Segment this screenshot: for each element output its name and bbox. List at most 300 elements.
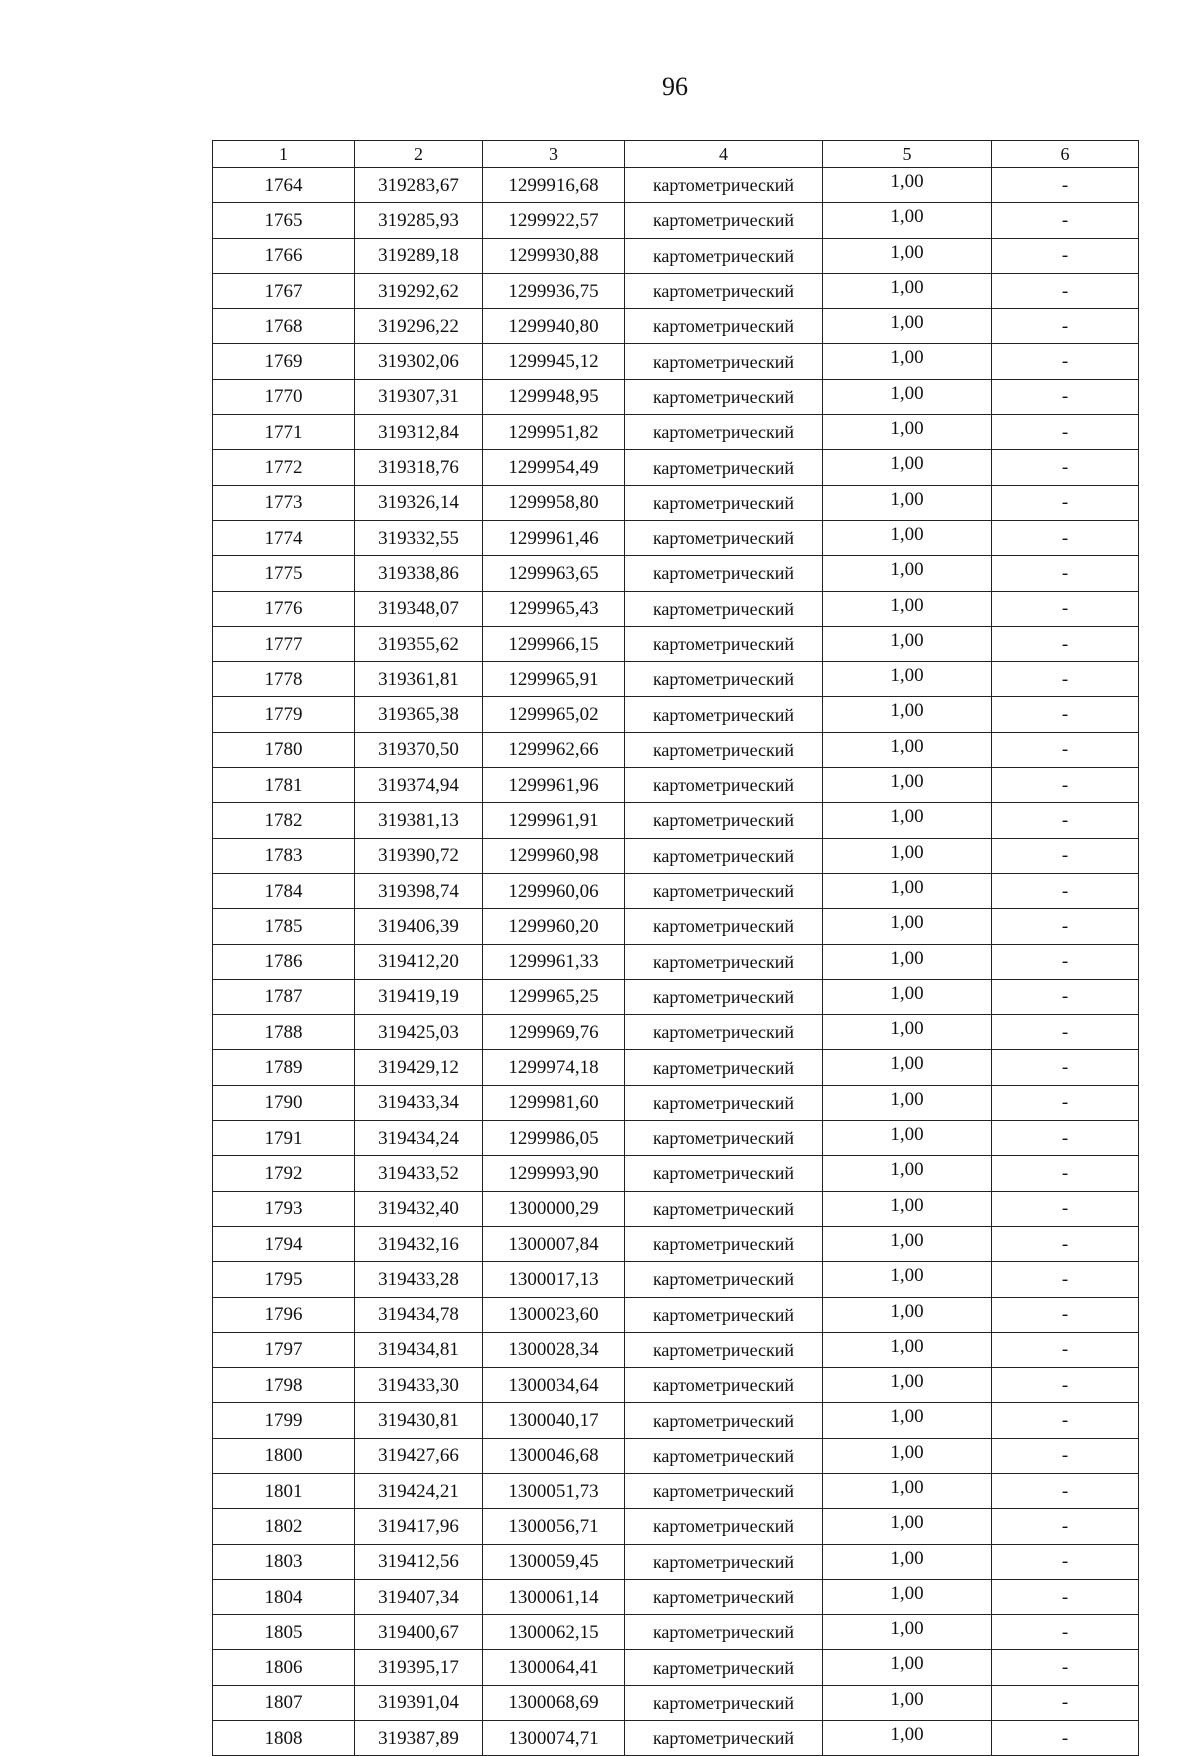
point-number-cell: 1773 [213, 485, 355, 520]
note-cell: - [992, 309, 1139, 344]
x-coordinate-cell: 319433,34 [355, 1085, 483, 1120]
method-cell: картометрический [625, 556, 823, 591]
table-row [213, 1579, 1139, 1614]
accuracy-cell: 1,00 [823, 1685, 992, 1720]
point-number-cell: 1770 [213, 379, 355, 414]
header-col-1: 1 [213, 141, 355, 168]
accuracy-cell: 1,00 [823, 1509, 992, 1544]
method-cell: картометрический [625, 1156, 823, 1191]
header-col-2: 2 [355, 141, 483, 168]
x-coordinate-cell: 319370,50 [355, 732, 483, 767]
table-row [213, 1226, 1139, 1261]
note-cell: - [992, 944, 1139, 979]
point-number-cell: 1790 [213, 1085, 355, 1120]
point-number-cell: 1798 [213, 1368, 355, 1403]
y-coordinate-cell: 1299981,60 [483, 1085, 625, 1120]
accuracy-cell: 1,00 [823, 1721, 992, 1756]
table-row [213, 1473, 1139, 1508]
y-coordinate-cell: 1300062,15 [483, 1615, 625, 1650]
note-cell: - [992, 1085, 1139, 1120]
method-cell: картометрический [625, 662, 823, 697]
accuracy-cell: 1,00 [823, 909, 992, 944]
table-row [213, 273, 1139, 308]
accuracy-cell: 1,00 [823, 1226, 992, 1261]
note-cell: - [992, 168, 1139, 203]
point-number-cell: 1782 [213, 803, 355, 838]
method-cell: картометрический [625, 838, 823, 873]
point-number-cell: 1800 [213, 1438, 355, 1473]
table-row [213, 1121, 1139, 1156]
table-row [213, 309, 1139, 344]
note-cell: - [992, 344, 1139, 379]
y-coordinate-cell: 1300056,71 [483, 1509, 625, 1544]
method-cell: картометрический [625, 803, 823, 838]
x-coordinate-cell: 319332,55 [355, 520, 483, 555]
table-body [213, 168, 1139, 1756]
table-row [213, 1615, 1139, 1650]
point-number-cell: 1787 [213, 979, 355, 1014]
note-cell: - [992, 873, 1139, 908]
x-coordinate-cell: 319425,03 [355, 1015, 483, 1050]
point-number-cell: 1808 [213, 1721, 355, 1756]
point-number-cell: 1771 [213, 415, 355, 450]
y-coordinate-cell: 1300051,73 [483, 1473, 625, 1508]
table-row [213, 1509, 1139, 1544]
table-row [213, 803, 1139, 838]
y-coordinate-cell: 1299963,65 [483, 556, 625, 591]
accuracy-cell: 1,00 [823, 273, 992, 308]
accuracy-cell: 1,00 [823, 944, 992, 979]
method-cell: картометрический [625, 944, 823, 979]
method-cell: картометрический [625, 415, 823, 450]
y-coordinate-cell: 1300017,13 [483, 1262, 625, 1297]
note-cell: - [992, 1226, 1139, 1261]
x-coordinate-cell: 319434,81 [355, 1332, 483, 1367]
note-cell: - [992, 203, 1139, 238]
accuracy-cell: 1,00 [823, 626, 992, 661]
note-cell: - [992, 1473, 1139, 1508]
accuracy-cell: 1,00 [823, 1403, 992, 1438]
point-number-cell: 1807 [213, 1685, 355, 1720]
method-cell: картометрический [625, 485, 823, 520]
accuracy-cell: 1,00 [823, 1191, 992, 1226]
table-row [213, 485, 1139, 520]
note-cell: - [992, 591, 1139, 626]
point-number-cell: 1769 [213, 344, 355, 379]
note-cell: - [992, 1579, 1139, 1614]
y-coordinate-cell: 1299945,12 [483, 344, 625, 379]
note-cell: - [992, 1403, 1139, 1438]
table-row [213, 1262, 1139, 1297]
point-number-cell: 1791 [213, 1121, 355, 1156]
note-cell: - [992, 1332, 1139, 1367]
table-row [213, 168, 1139, 203]
y-coordinate-cell: 1299916,68 [483, 168, 625, 203]
x-coordinate-cell: 319292,62 [355, 273, 483, 308]
table-row [213, 626, 1139, 661]
table-row [213, 1544, 1139, 1579]
method-cell: картометрический [625, 979, 823, 1014]
x-coordinate-cell: 319432,16 [355, 1226, 483, 1261]
x-coordinate-cell: 319283,67 [355, 168, 483, 203]
method-cell: картометрический [625, 1650, 823, 1685]
y-coordinate-cell: 1300064,41 [483, 1650, 625, 1685]
method-cell: картометрический [625, 1473, 823, 1508]
table-row [213, 556, 1139, 591]
y-coordinate-cell: 1299965,43 [483, 591, 625, 626]
x-coordinate-cell: 319381,13 [355, 803, 483, 838]
table-row [213, 1050, 1139, 1085]
header-col-3: 3 [483, 141, 625, 168]
table-row [213, 838, 1139, 873]
point-number-cell: 1777 [213, 626, 355, 661]
point-number-cell: 1792 [213, 1156, 355, 1191]
x-coordinate-cell: 319424,21 [355, 1473, 483, 1508]
table-row [213, 732, 1139, 767]
accuracy-cell: 1,00 [823, 662, 992, 697]
note-cell: - [992, 1650, 1139, 1685]
y-coordinate-cell: 1299961,91 [483, 803, 625, 838]
accuracy-cell: 1,00 [823, 1650, 992, 1685]
header-col-4: 4 [625, 141, 823, 168]
accuracy-cell: 1,00 [823, 838, 992, 873]
y-coordinate-cell: 1299940,80 [483, 309, 625, 344]
x-coordinate-cell: 319433,28 [355, 1262, 483, 1297]
note-cell: - [992, 485, 1139, 520]
y-coordinate-cell: 1299960,20 [483, 909, 625, 944]
y-coordinate-cell: 1299948,95 [483, 379, 625, 414]
accuracy-cell: 1,00 [823, 238, 992, 273]
accuracy-cell: 1,00 [823, 1121, 992, 1156]
y-coordinate-cell: 1299961,33 [483, 944, 625, 979]
x-coordinate-cell: 319302,06 [355, 344, 483, 379]
accuracy-cell: 1,00 [823, 732, 992, 767]
note-cell: - [992, 1615, 1139, 1650]
method-cell: картометрический [625, 309, 823, 344]
table-row [213, 1332, 1139, 1367]
point-number-cell: 1801 [213, 1473, 355, 1508]
method-cell: картометрический [625, 626, 823, 661]
point-number-cell: 1786 [213, 944, 355, 979]
y-coordinate-cell: 1299960,98 [483, 838, 625, 873]
table-row [213, 203, 1139, 238]
note-cell: - [992, 1509, 1139, 1544]
y-coordinate-cell: 1300074,71 [483, 1721, 625, 1756]
y-coordinate-cell: 1299958,80 [483, 485, 625, 520]
note-cell: - [992, 697, 1139, 732]
note-cell: - [992, 979, 1139, 1014]
y-coordinate-cell: 1299930,88 [483, 238, 625, 273]
point-number-cell: 1781 [213, 768, 355, 803]
y-coordinate-cell: 1300034,64 [483, 1368, 625, 1403]
table-row [213, 1403, 1139, 1438]
x-coordinate-cell: 319326,14 [355, 485, 483, 520]
table-row [213, 979, 1139, 1014]
x-coordinate-cell: 319374,94 [355, 768, 483, 803]
method-cell: картометрический [625, 1121, 823, 1156]
note-cell: - [992, 1015, 1139, 1050]
note-cell: - [992, 1544, 1139, 1579]
method-cell: картометрический [625, 273, 823, 308]
method-cell: картометрический [625, 520, 823, 555]
method-cell: картометрический [625, 344, 823, 379]
point-number-cell: 1806 [213, 1650, 355, 1685]
method-cell: картометрический [625, 768, 823, 803]
point-number-cell: 1778 [213, 662, 355, 697]
point-number-cell: 1775 [213, 556, 355, 591]
accuracy-cell: 1,00 [823, 1297, 992, 1332]
method-cell: картометрический [625, 1509, 823, 1544]
accuracy-cell: 1,00 [823, 556, 992, 591]
x-coordinate-cell: 319365,38 [355, 697, 483, 732]
y-coordinate-cell: 1300000,29 [483, 1191, 625, 1226]
x-coordinate-cell: 319318,76 [355, 450, 483, 485]
x-coordinate-cell: 319412,56 [355, 1544, 483, 1579]
y-coordinate-cell: 1300046,68 [483, 1438, 625, 1473]
x-coordinate-cell: 319407,34 [355, 1579, 483, 1614]
note-cell: - [992, 450, 1139, 485]
method-cell: картометрический [625, 450, 823, 485]
x-coordinate-cell: 319419,19 [355, 979, 483, 1014]
y-coordinate-cell: 1299969,76 [483, 1015, 625, 1050]
table-row [213, 1685, 1139, 1720]
point-number-cell: 1779 [213, 697, 355, 732]
x-coordinate-cell: 319433,30 [355, 1368, 483, 1403]
x-coordinate-cell: 319429,12 [355, 1050, 483, 1085]
y-coordinate-cell: 1300040,17 [483, 1403, 625, 1438]
method-cell: картометрический [625, 1544, 823, 1579]
x-coordinate-cell: 319348,07 [355, 591, 483, 626]
table-row [213, 238, 1139, 273]
table-row [213, 944, 1139, 979]
x-coordinate-cell: 319434,24 [355, 1121, 483, 1156]
x-coordinate-cell: 319395,17 [355, 1650, 483, 1685]
note-cell: - [992, 1156, 1139, 1191]
note-cell: - [992, 838, 1139, 873]
point-number-cell: 1803 [213, 1544, 355, 1579]
y-coordinate-cell: 1299965,91 [483, 662, 625, 697]
accuracy-cell: 1,00 [823, 344, 992, 379]
accuracy-cell: 1,00 [823, 1156, 992, 1191]
note-cell: - [992, 662, 1139, 697]
point-number-cell: 1780 [213, 732, 355, 767]
point-number-cell: 1796 [213, 1297, 355, 1332]
accuracy-cell: 1,00 [823, 1615, 992, 1650]
y-coordinate-cell: 1299951,82 [483, 415, 625, 450]
page-number: 96 [662, 72, 688, 101]
point-number-cell: 1795 [213, 1262, 355, 1297]
table-row [213, 450, 1139, 485]
x-coordinate-cell: 319307,31 [355, 379, 483, 414]
y-coordinate-cell: 1299961,96 [483, 768, 625, 803]
table-row [213, 873, 1139, 908]
note-cell: - [992, 379, 1139, 414]
y-coordinate-cell: 1299965,25 [483, 979, 625, 1014]
y-coordinate-cell: 1299993,90 [483, 1156, 625, 1191]
method-cell: картометрический [625, 1085, 823, 1120]
x-coordinate-cell: 319398,74 [355, 873, 483, 908]
table-row [213, 1085, 1139, 1120]
accuracy-cell: 1,00 [823, 1262, 992, 1297]
accuracy-cell: 1,00 [823, 1332, 992, 1367]
table-row [213, 379, 1139, 414]
point-number-cell: 1768 [213, 309, 355, 344]
point-number-cell: 1793 [213, 1191, 355, 1226]
method-cell: картометрический [625, 1368, 823, 1403]
note-cell: - [992, 909, 1139, 944]
accuracy-cell: 1,00 [823, 485, 992, 520]
table-row [213, 520, 1139, 555]
accuracy-cell: 1,00 [823, 203, 992, 238]
accuracy-cell: 1,00 [823, 1050, 992, 1085]
accuracy-cell: 1,00 [823, 379, 992, 414]
table-row [213, 1015, 1139, 1050]
method-cell: картометрический [625, 591, 823, 626]
accuracy-cell: 1,00 [823, 803, 992, 838]
y-coordinate-cell: 1299961,46 [483, 520, 625, 555]
y-coordinate-cell: 1299922,57 [483, 203, 625, 238]
coordinates-table [212, 140, 1139, 1756]
method-cell: картометрический [625, 1050, 823, 1085]
accuracy-cell: 1,00 [823, 873, 992, 908]
note-cell: - [992, 1685, 1139, 1720]
method-cell: картометрический [625, 1297, 823, 1332]
point-number-cell: 1804 [213, 1579, 355, 1614]
table-row [213, 1650, 1139, 1685]
table-row [213, 1297, 1139, 1332]
table-row [213, 415, 1139, 450]
y-coordinate-cell: 1299965,02 [483, 697, 625, 732]
note-cell: - [992, 273, 1139, 308]
accuracy-cell: 1,00 [823, 768, 992, 803]
point-number-cell: 1784 [213, 873, 355, 908]
accuracy-cell: 1,00 [823, 1015, 992, 1050]
point-number-cell: 1794 [213, 1226, 355, 1261]
method-cell: картометрический [625, 873, 823, 908]
x-coordinate-cell: 319355,62 [355, 626, 483, 661]
x-coordinate-cell: 319412,20 [355, 944, 483, 979]
note-cell: - [992, 1262, 1139, 1297]
method-cell: картометрический [625, 1685, 823, 1720]
table-row [213, 1721, 1139, 1756]
point-number-cell: 1797 [213, 1332, 355, 1367]
method-cell: картометрический [625, 1438, 823, 1473]
table-row [213, 1191, 1139, 1226]
x-coordinate-cell: 319390,72 [355, 838, 483, 873]
y-coordinate-cell: 1300059,45 [483, 1544, 625, 1579]
accuracy-cell: 1,00 [823, 168, 992, 203]
method-cell: картометрический [625, 1615, 823, 1650]
note-cell: - [992, 556, 1139, 591]
method-cell: картометрический [625, 697, 823, 732]
accuracy-cell: 1,00 [823, 1438, 992, 1473]
accuracy-cell: 1,00 [823, 520, 992, 555]
point-number-cell: 1772 [213, 450, 355, 485]
note-cell: - [992, 1191, 1139, 1226]
table-row [213, 591, 1139, 626]
point-number-cell: 1783 [213, 838, 355, 873]
note-cell: - [992, 803, 1139, 838]
note-cell: - [992, 1438, 1139, 1473]
y-coordinate-cell: 1299966,15 [483, 626, 625, 661]
x-coordinate-cell: 319406,39 [355, 909, 483, 944]
accuracy-cell: 1,00 [823, 309, 992, 344]
y-coordinate-cell: 1299954,49 [483, 450, 625, 485]
note-cell: - [992, 1297, 1139, 1332]
x-coordinate-cell: 319391,04 [355, 1685, 483, 1720]
accuracy-cell: 1,00 [823, 697, 992, 732]
header-col-5: 5 [823, 141, 992, 168]
note-cell: - [992, 626, 1139, 661]
y-coordinate-cell: 1300068,69 [483, 1685, 625, 1720]
table-row [213, 344, 1139, 379]
x-coordinate-cell: 319400,67 [355, 1615, 483, 1650]
method-cell: картометрический [625, 909, 823, 944]
x-coordinate-cell: 319312,84 [355, 415, 483, 450]
note-cell: - [992, 1368, 1139, 1403]
x-coordinate-cell: 319430,81 [355, 1403, 483, 1438]
point-number-cell: 1799 [213, 1403, 355, 1438]
accuracy-cell: 1,00 [823, 1368, 992, 1403]
y-coordinate-cell: 1300023,60 [483, 1297, 625, 1332]
table-row [213, 697, 1139, 732]
y-coordinate-cell: 1299986,05 [483, 1121, 625, 1156]
method-cell: картометрический [625, 1262, 823, 1297]
point-number-cell: 1776 [213, 591, 355, 626]
accuracy-cell: 1,00 [823, 1085, 992, 1120]
point-number-cell: 1805 [213, 1615, 355, 1650]
point-number-cell: 1789 [213, 1050, 355, 1085]
accuracy-cell: 1,00 [823, 450, 992, 485]
accuracy-cell: 1,00 [823, 1473, 992, 1508]
x-coordinate-cell: 319427,66 [355, 1438, 483, 1473]
point-number-cell: 1767 [213, 273, 355, 308]
x-coordinate-cell: 319285,93 [355, 203, 483, 238]
x-coordinate-cell: 319338,86 [355, 556, 483, 591]
coordinates-table-container [212, 140, 1138, 1756]
note-cell: - [992, 1721, 1139, 1756]
point-number-cell: 1785 [213, 909, 355, 944]
table-row [213, 662, 1139, 697]
accuracy-cell: 1,00 [823, 1579, 992, 1614]
method-cell: картометрический [625, 1721, 823, 1756]
x-coordinate-cell: 319417,96 [355, 1509, 483, 1544]
note-cell: - [992, 415, 1139, 450]
y-coordinate-cell: 1299962,66 [483, 732, 625, 767]
point-number-cell: 1788 [213, 1015, 355, 1050]
method-cell: картометрический [625, 732, 823, 767]
point-number-cell: 1802 [213, 1509, 355, 1544]
method-cell: картометрический [625, 1579, 823, 1614]
note-cell: - [992, 1050, 1139, 1085]
x-coordinate-cell: 319387,89 [355, 1721, 483, 1756]
table-row [213, 1368, 1139, 1403]
method-cell: картометрический [625, 1191, 823, 1226]
method-cell: картометрический [625, 1403, 823, 1438]
method-cell: картометрический [625, 1332, 823, 1367]
note-cell: - [992, 732, 1139, 767]
y-coordinate-cell: 1299936,75 [483, 273, 625, 308]
method-cell: картометрический [625, 168, 823, 203]
point-number-cell: 1774 [213, 520, 355, 555]
accuracy-cell: 1,00 [823, 1544, 992, 1579]
accuracy-cell: 1,00 [823, 979, 992, 1014]
x-coordinate-cell: 319289,18 [355, 238, 483, 273]
y-coordinate-cell: 1299974,18 [483, 1050, 625, 1085]
method-cell: картометрический [625, 379, 823, 414]
note-cell: - [992, 238, 1139, 273]
header-col-6: 6 [992, 141, 1139, 168]
